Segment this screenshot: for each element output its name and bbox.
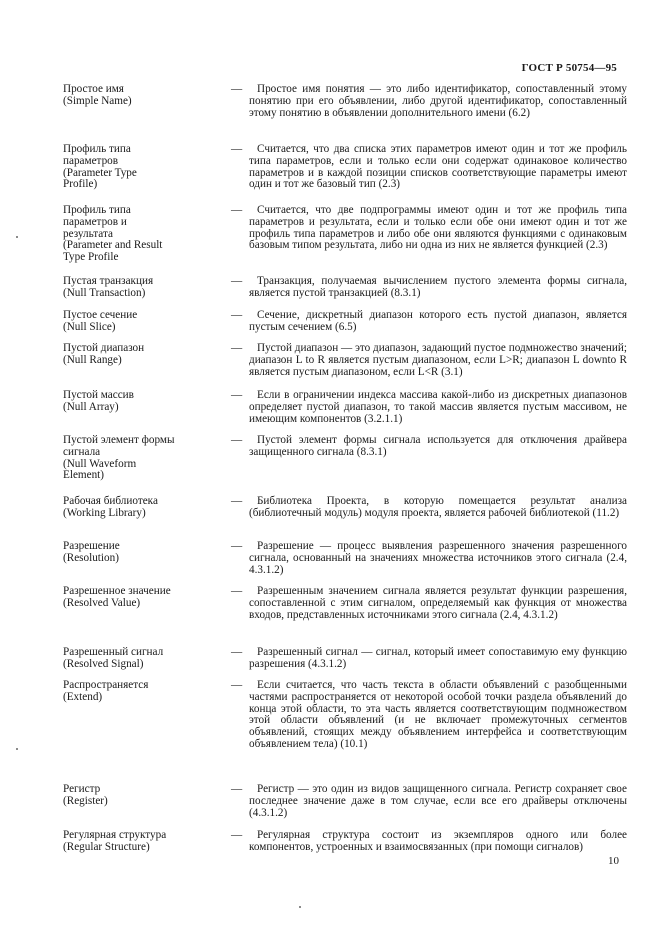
scan-speck [16, 748, 18, 750]
scan-speck [16, 236, 18, 238]
entry-dash: — [231, 495, 243, 507]
entry-dash: — [231, 829, 243, 841]
standard-header: ГОСТ Р 50754—95 [521, 62, 617, 74]
scan-speck [299, 906, 301, 908]
entry-dash: — [231, 646, 243, 658]
entry-dash: — [231, 204, 243, 216]
entry-dash: — [231, 679, 243, 691]
entry-term: Пустое сечение (Null Slice) [63, 309, 138, 333]
entry-definition: Регистр — это один из видов защищенного сигнала. Регистр сохраняет свое последнее значение даже в том случае, если все его драйверы отключены (4.3.1.2) [249, 783, 627, 819]
entry-term: Пустая транзакция (Null Transaction) [63, 275, 154, 299]
page-number: 10 [608, 855, 619, 867]
entry-term: Простое имя (Simple Name) [63, 83, 132, 107]
entry-definition: Библиотека Проекта, в которую помещается результат анализа (библиотечный модуль) модуля проекта, является рабочей библиотекой (11.2) [249, 495, 627, 519]
entry-definition: Считается, что два списка этих параметров имеют один и тот же профиль типа параметров, если и только если они содержат одинаковое количество параметров и в каждой позиции списков соответствующие параметры имеют один и тот же базовый тип (2.3) [249, 143, 627, 191]
entry-definition: Разрешение — процесс выявления разрешенного значения разрешенного сигнала, основанный на значениях множества источников этого сигнала (2.4, 4.3.1.2) [249, 540, 627, 576]
entry-term: Пустой элемент формы сигнала (Null Waveform Element) [63, 434, 175, 482]
entry-term: Рабочая библиотека (Working Library) [63, 495, 158, 519]
entry-dash: — [231, 83, 243, 95]
entry-dash: — [231, 342, 243, 354]
entry-term: Регистр (Register) [63, 783, 108, 807]
entry-term: Разрешение (Resolution) [63, 540, 120, 564]
entry-definition: Транзакция, получаемая вычислением пустого элемента формы сигнала, является пустой транзакцией (8.3.1) [249, 275, 627, 299]
entry-dash: — [231, 309, 243, 321]
entry-dash: — [231, 585, 243, 597]
entry-definition: Разрешенным значением сигнала является результат функции разрешения, сопоставленной с этим сигналом, определяемый как функция от множества входов, представленных источниками этого сигнала (2.4, 4.3.1.2) [249, 585, 627, 621]
entry-definition: Пустой элемент формы сигнала используется для отключения драйвера защищенного сигнала (8.3.1) [249, 434, 627, 458]
entry-term: Профиль типа параметров (Parameter Type Profile) [63, 143, 137, 191]
entry-term: Профиль типа параметров и результата (Parameter and Result Type Profile [63, 204, 163, 264]
entry-dash: — [231, 389, 243, 401]
entry-term: Пустой массив (Null Array) [63, 389, 134, 413]
entry-dash: — [231, 275, 243, 287]
entry-definition: Если в ограничении индекса массива какой-либо из дискретных диапазонов определяет пустой диапазон, то такой массив является пустым массивом, не имеющим компонентов (3.2.1.1) [249, 389, 627, 425]
entry-definition: Считается, что две подпрограммы имеют один и тот же профиль типа параметров и результата, если и только если обе они имеют один и тот же профиль типа параметров и либо обе они являются функциями с одинаковым базовым типом результата, либо ни одна из них не является функцией (2.3) [249, 204, 627, 252]
entry-definition: Если считается, что часть текста в области объявлений с разобщенными частями распространяется от некоторой особой точки раздела объявлений до конца этой области, то эта часть является соответствующим подмножеством этой области объявлений (и не включает промежуточных сегментов объявлений, стоящих между объявлением интерфейса и соответствующим объявлением тела) (10.1) [249, 679, 627, 750]
entry-dash: — [231, 143, 243, 155]
entry-term: Регулярная структура (Regular Structure) [63, 829, 167, 853]
entry-dash: — [231, 540, 243, 552]
entry-term: Распространяется (Extend) [63, 679, 149, 703]
entry-term: Разрешенный сигнал (Resolved Signal) [63, 646, 164, 670]
entry-definition: Сечение, дискретный диапазон которого есть пустой диапазон, является пустым сечением (6.5) [249, 309, 627, 333]
entry-definition: Разрешенный сигнал — сигнал, который имеет сопоставимую ему функцию разрешения (4.3.1.2) [249, 646, 627, 670]
entry-dash: — [231, 783, 243, 795]
entry-term: Разрешенное значение (Resolved Value) [63, 585, 171, 609]
entry-definition: Пустой диапазон — это диапазон, задающий пустое подмножество значений; диапазон L to R является пустым диапазоном, если L>R; диапазон L downto R является пустым диапазоном, если L<R (3.1) [249, 342, 627, 378]
entry-term: Пустой диапазон (Null Range) [63, 342, 145, 366]
entry-dash: — [231, 434, 243, 446]
entry-definition: Регулярная структура состоит из экземпляров одного или более компонентов, устроенных и взаимосвязанных (при помощи сигналов) [249, 829, 627, 853]
entry-definition: Простое имя понятия — это либо идентификатор, сопоставленный этому понятию при его объявлении, либо другой идентификатор, сопоставленный этому понятию в объявлении дополнительного имени (6.2) [249, 83, 627, 119]
